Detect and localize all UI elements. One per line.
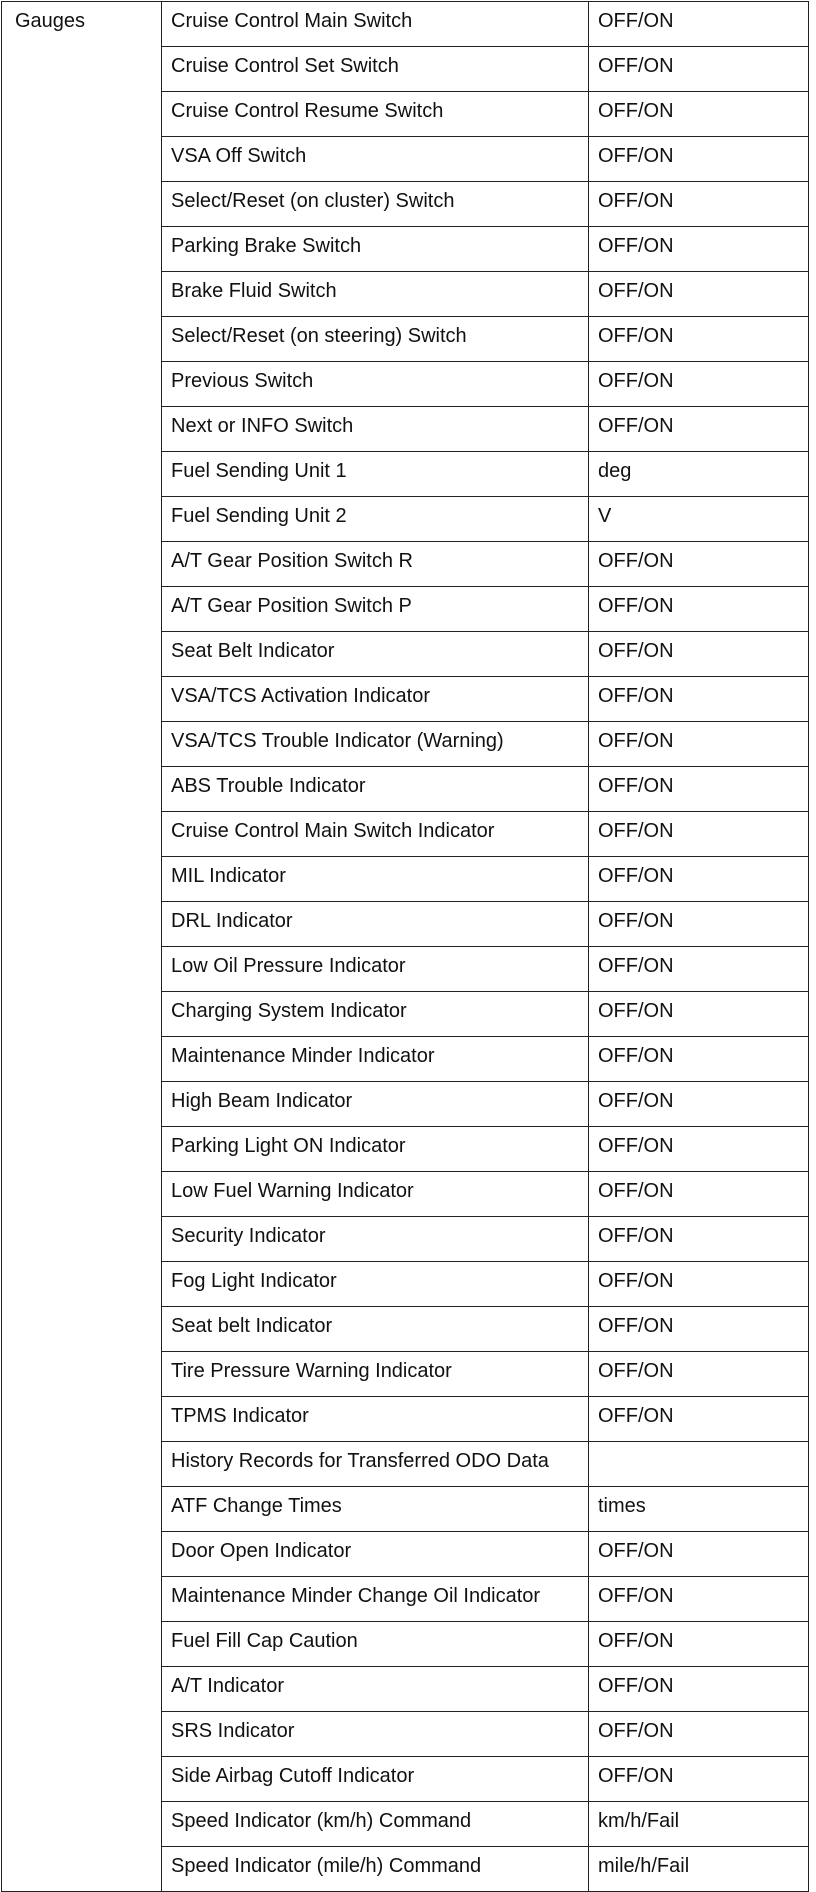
item-name-cell: Side Airbag Cutoff Indicator [162, 1757, 589, 1802]
item-name-cell: Cruise Control Resume Switch [162, 92, 589, 137]
unit-cell: OFF/ON [589, 1127, 809, 1172]
unit-cell: OFF/ON [589, 902, 809, 947]
item-name-cell: VSA/TCS Trouble Indicator (Warning) [162, 722, 589, 767]
item-name-cell: Select/Reset (on cluster) Switch [162, 182, 589, 227]
item-name-cell: Door Open Indicator [162, 1532, 589, 1577]
item-name-cell: Speed Indicator (mile/h) Command [162, 1847, 589, 1892]
unit-cell: OFF/ON [589, 1667, 809, 1712]
item-name-cell: Speed Indicator (km/h) Command [162, 1802, 589, 1847]
unit-cell: OFF/ON [589, 1082, 809, 1127]
item-name-cell: TPMS Indicator [162, 1397, 589, 1442]
category-cell: Gauges [2, 2, 162, 1892]
item-name-cell: History Records for Transferred ODO Data [162, 1442, 589, 1487]
unit-cell: OFF/ON [589, 227, 809, 272]
item-name-cell: Parking Brake Switch [162, 227, 589, 272]
unit-cell: OFF/ON [589, 47, 809, 92]
parameter-table-body [2, 2, 809, 1892]
item-name-cell: VSA/TCS Activation Indicator [162, 677, 589, 722]
unit-cell: OFF/ON [589, 317, 809, 362]
unit-cell: OFF/ON [589, 1262, 809, 1307]
item-name-cell: Charging System Indicator [162, 992, 589, 1037]
unit-cell: OFF/ON [589, 1037, 809, 1082]
item-name-cell: A/T Gear Position Switch R [162, 542, 589, 587]
unit-cell: OFF/ON [589, 947, 809, 992]
item-name-cell: Brake Fluid Switch [162, 272, 589, 317]
item-name-cell: SRS Indicator [162, 1712, 589, 1757]
unit-cell: OFF/ON [589, 1622, 809, 1667]
item-name-cell: Cruise Control Main Switch Indicator [162, 812, 589, 857]
unit-cell: km/h/Fail [589, 1802, 809, 1847]
unit-cell: OFF/ON [589, 2, 809, 47]
unit-cell: OFF/ON [589, 1532, 809, 1577]
item-name-cell: Select/Reset (on steering) Switch [162, 317, 589, 362]
item-name-cell: Fuel Sending Unit 1 [162, 452, 589, 497]
unit-cell: OFF/ON [589, 1172, 809, 1217]
item-name-cell: Seat Belt Indicator [162, 632, 589, 677]
unit-cell: OFF/ON [589, 767, 809, 812]
item-name-cell: Low Fuel Warning Indicator [162, 1172, 589, 1217]
item-name-cell: Maintenance Minder Change Oil Indicator [162, 1577, 589, 1622]
item-name-cell: High Beam Indicator [162, 1082, 589, 1127]
unit-cell: OFF/ON [589, 992, 809, 1037]
table-row [2, 2, 809, 47]
item-name-cell: Parking Light ON Indicator [162, 1127, 589, 1172]
unit-cell: V [589, 497, 809, 542]
item-name-cell: Low Oil Pressure Indicator [162, 947, 589, 992]
item-name-cell: Fuel Fill Cap Caution [162, 1622, 589, 1667]
unit-cell: OFF/ON [589, 812, 809, 857]
unit-cell: OFF/ON [589, 1397, 809, 1442]
unit-cell: OFF/ON [589, 632, 809, 677]
unit-cell: OFF/ON [589, 1217, 809, 1262]
item-name-cell: MIL Indicator [162, 857, 589, 902]
unit-cell: OFF/ON [589, 1577, 809, 1622]
unit-cell: OFF/ON [589, 92, 809, 137]
parameter-table-container [1, 1, 808, 1877]
item-name-cell: Security Indicator [162, 1217, 589, 1262]
item-name-cell: Maintenance Minder Indicator [162, 1037, 589, 1082]
item-name-cell: Fog Light Indicator [162, 1262, 589, 1307]
unit-cell: OFF/ON [589, 587, 809, 632]
item-name-cell: Fuel Sending Unit 2 [162, 497, 589, 542]
unit-cell: OFF/ON [589, 362, 809, 407]
unit-cell: OFF/ON [589, 1712, 809, 1757]
item-name-cell: A/T Indicator [162, 1667, 589, 1712]
item-name-cell: Previous Switch [162, 362, 589, 407]
item-name-cell: VSA Off Switch [162, 137, 589, 182]
unit-cell: OFF/ON [589, 272, 809, 317]
item-name-cell: ABS Trouble Indicator [162, 767, 589, 812]
item-name-cell: Seat belt Indicator [162, 1307, 589, 1352]
unit-cell: deg [589, 452, 809, 497]
unit-cell: OFF/ON [589, 677, 809, 722]
unit-cell: OFF/ON [589, 857, 809, 902]
unit-cell: OFF/ON [589, 722, 809, 767]
item-name-cell: Tire Pressure Warning Indicator [162, 1352, 589, 1397]
item-name-cell: Cruise Control Set Switch [162, 47, 589, 92]
parameter-table [1, 1, 809, 1892]
unit-cell: OFF/ON [589, 182, 809, 227]
item-name-cell: DRL Indicator [162, 902, 589, 947]
unit-cell: OFF/ON [589, 1757, 809, 1802]
item-name-cell: ATF Change Times [162, 1487, 589, 1532]
item-name-cell: Next or INFO Switch [162, 407, 589, 452]
unit-cell: mile/h/Fail [589, 1847, 809, 1892]
unit-cell: OFF/ON [589, 1352, 809, 1397]
unit-cell: OFF/ON [589, 1307, 809, 1352]
unit-cell [589, 1442, 809, 1487]
unit-cell: OFF/ON [589, 542, 809, 587]
unit-cell: OFF/ON [589, 407, 809, 452]
item-name-cell: A/T Gear Position Switch P [162, 587, 589, 632]
unit-cell: OFF/ON [589, 137, 809, 182]
unit-cell: times [589, 1487, 809, 1532]
item-name-cell: Cruise Control Main Switch [162, 2, 589, 47]
